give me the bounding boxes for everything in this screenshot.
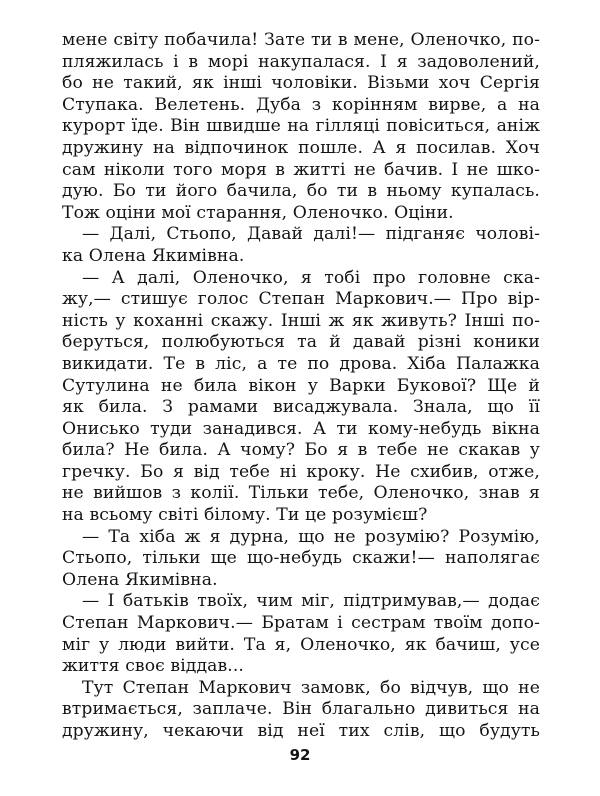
page-number: 92: [289, 746, 311, 764]
text-line: курорт їде. Він швидше на гілляці повіситься, аніж: [62, 116, 540, 137]
text-line: Ступака. Велетень. Дуба з корінням вирве, а на: [62, 94, 540, 115]
text-line: ка Олена Якимівна.: [62, 245, 245, 266]
text-line: Онисько туди занадився. А ти кому-небудь вікна: [62, 418, 540, 439]
text-line: беруться, полюбуються та й давай різні коники: [62, 332, 540, 353]
text-line: не вийшов з колії. Тільки тебе, Оленочко, знав я: [62, 483, 540, 504]
text-line: пляжилась і в морі накупалася. І я задоволений,: [62, 51, 540, 72]
text-line: била? Не била. А чому? Бо я в тебе не скакав у: [62, 440, 540, 461]
text-line: дружину на відпочинок пошле. А я посилав. Хоч: [62, 137, 540, 158]
text-line: мене світу побачила! Зате ти в мене, Оленочко, по-: [62, 30, 540, 50]
text-line: втримається, заплаче. Він благально дивиться на: [62, 699, 540, 720]
text-line: — А далі, Оленочко, я тобі про головне ска-: [82, 267, 540, 288]
text-line: — І батьків твоїх, чим міг, підтримував,— додає: [82, 591, 540, 612]
text-line: дружину, чекаючи від неї тих слів, що будуть: [62, 721, 540, 741]
text-line: як била. З рамами висаджувала. Знала, що її: [62, 397, 540, 418]
text-line: ність у коханні скажу. Інші ж як живуть? Інші по-: [62, 310, 540, 331]
text-line: міг у люди вийти. Та я, Оленочко, як бачиш, усе: [62, 634, 540, 655]
text-line: — Та хіба ж я дурна, що не розумію? Розумію,: [82, 526, 540, 547]
text-line: життя своє віддав...: [62, 656, 244, 677]
page-body-text: [62, 30, 540, 743]
text-line: гречку. Бо я від тебе ні кроку. Не схибив, отже,: [62, 461, 540, 482]
text-line: Сутулина не била вікон у Варки Букової? Ще й: [62, 375, 540, 396]
text-line: Степан Маркович.— Братам і сестрам твоїм допо-: [62, 613, 540, 634]
text-line: викидати. Те в ліс, а те по дрова. Хіба Палажка: [62, 353, 540, 374]
text-line: жу,— стишує голос Степан Маркович.— Про вір-: [62, 289, 540, 310]
text-line: Олена Якимівна.: [62, 569, 218, 590]
text-line: Тут Степан Маркович замовк, бо відчув, що не: [82, 677, 540, 698]
text-line: дую. Бо ти його бачила, бо ти в ньому купалась.: [62, 181, 540, 202]
text-line: сам ніколи того моря в житті не бачив. І не шко-: [62, 159, 540, 180]
text-line: на всьому світі білому. Ти це розумієш?: [62, 505, 428, 526]
text-line: — Далі, Стьопо, Давай далі!— підганяє чолові-: [82, 224, 540, 245]
text-line: Стьопо, тільки ще що-небудь скажи!— наполягає: [62, 548, 540, 569]
text-line: бо не такий, як інші чоловіки. Візьми хоч Сергія: [62, 73, 540, 94]
text-line: Тож оціни мої старання, Оленочко. Оціни.: [62, 202, 454, 223]
